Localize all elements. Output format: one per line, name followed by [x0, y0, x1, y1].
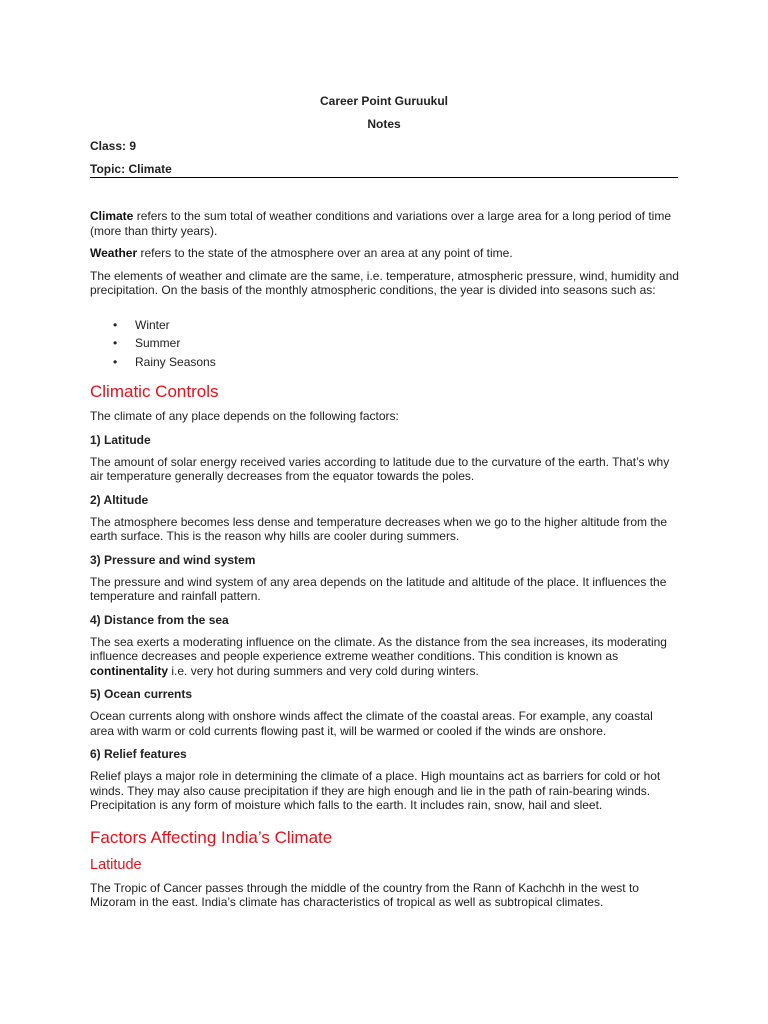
climatic-controls-heading: Climatic Controls — [90, 382, 219, 401]
list-item: • Summer — [135, 334, 680, 353]
continentality-term: continentality — [90, 663, 169, 678]
climate-term: Climate — [90, 209, 134, 223]
topic-label: Topic: Climate — [90, 162, 678, 178]
climate-definition-text: refers to the sum total of weather conditions and variations over a large area for a long period of time (more than thirty years). — [90, 209, 671, 238]
factor-text-pressure-wind: The pressure and wind system of any area depends on the latitude and altitude of the place. It influences the temperature and rainfall pattern. — [90, 574, 667, 603]
elements-paragraph: The elements of weather and climate are the same, i.e. temperature, atmospheric pressure, wind, humidity and precipitation. On the basis of the monthly atmospheric conditions, the year is divided into seasons such as: — [90, 268, 679, 297]
weather-definition-text: refers to the state of the atmosphere over an area at any point of time. — [137, 246, 513, 260]
weather-term: Weather — [90, 246, 138, 260]
document-title: Career Point Guruukul — [319, 94, 449, 108]
factor-title-altitude: 2) Altitude — [90, 492, 149, 507]
distance-sea-text-end: i.e. very hot during summers and very cold during winters. — [168, 663, 479, 678]
list-item: • Winter — [135, 316, 680, 335]
climatic-controls-lead: The climate of any place depends on the following factors: — [90, 409, 399, 423]
climate-definition — [90, 209, 680, 238]
factor-title-pressure-wind: 3) Pressure and wind system — [90, 552, 256, 567]
list-item: • Rainy Seasons — [135, 353, 680, 372]
weather-definition — [90, 246, 680, 261]
distance-sea-text-start: The sea exerts a moderating influence on the climate. As the distance from the sea increases, its moderating influence decreases and people experience extreme weather conditions. This condition is known as — [90, 634, 667, 663]
factor-text-altitude: The atmosphere becomes less dense and temperature decreases when we go to the higher altitude from the earth surface. This is the reason why hills are cooler during summers. — [90, 514, 668, 543]
factor-text-relief: Relief plays a major role in determining the climate of a place. High mountains act as barriers for cold or hot winds. They may also cause precipitation if they are high enough and lie in the path of rain-bearing winds. Precipitation is any form of moisture which falls to the earth. It includes rain, snow, hail and sleet. — [90, 769, 661, 812]
india-latitude-heading: Latitude — [90, 856, 142, 873]
factor-title-distance-sea: 4) Distance from the sea — [90, 612, 229, 627]
seasons-list — [90, 316, 680, 372]
india-latitude-text: The Tropic of Cancer passes through the middle of the country from the Rann of Kachchh in the west to Mizoram in the east. India’s climate has characteristics of tropical as well as subtropical climates. — [90, 880, 639, 909]
factor-text-latitude: The amount of solar energy received varies according to latitude due to the curvature of the earth. That’s why air temperature generally decreases from the equator towards the poles. — [90, 454, 670, 483]
document-body — [90, 209, 680, 910]
class-label: Class: 9 — [90, 139, 137, 153]
document-subtitle: Notes — [367, 117, 401, 131]
factor-text-ocean-currents: Ocean currents along with onshore winds affect the climate of the coastal areas. For example, any coastal area with warm or cold currents flowing past it, will be warmed or cooled if the winds are onshore. — [90, 709, 653, 738]
india-climate-heading: Factors Affecting India’s Climate — [90, 827, 333, 847]
factor-title-latitude: 1) Latitude — [90, 432, 151, 447]
factor-title-relief: 6) Relief features — [90, 747, 187, 761]
factor-text-distance-sea — [90, 635, 680, 679]
factor-title-ocean-currents: 5) Ocean currents — [90, 687, 193, 701]
